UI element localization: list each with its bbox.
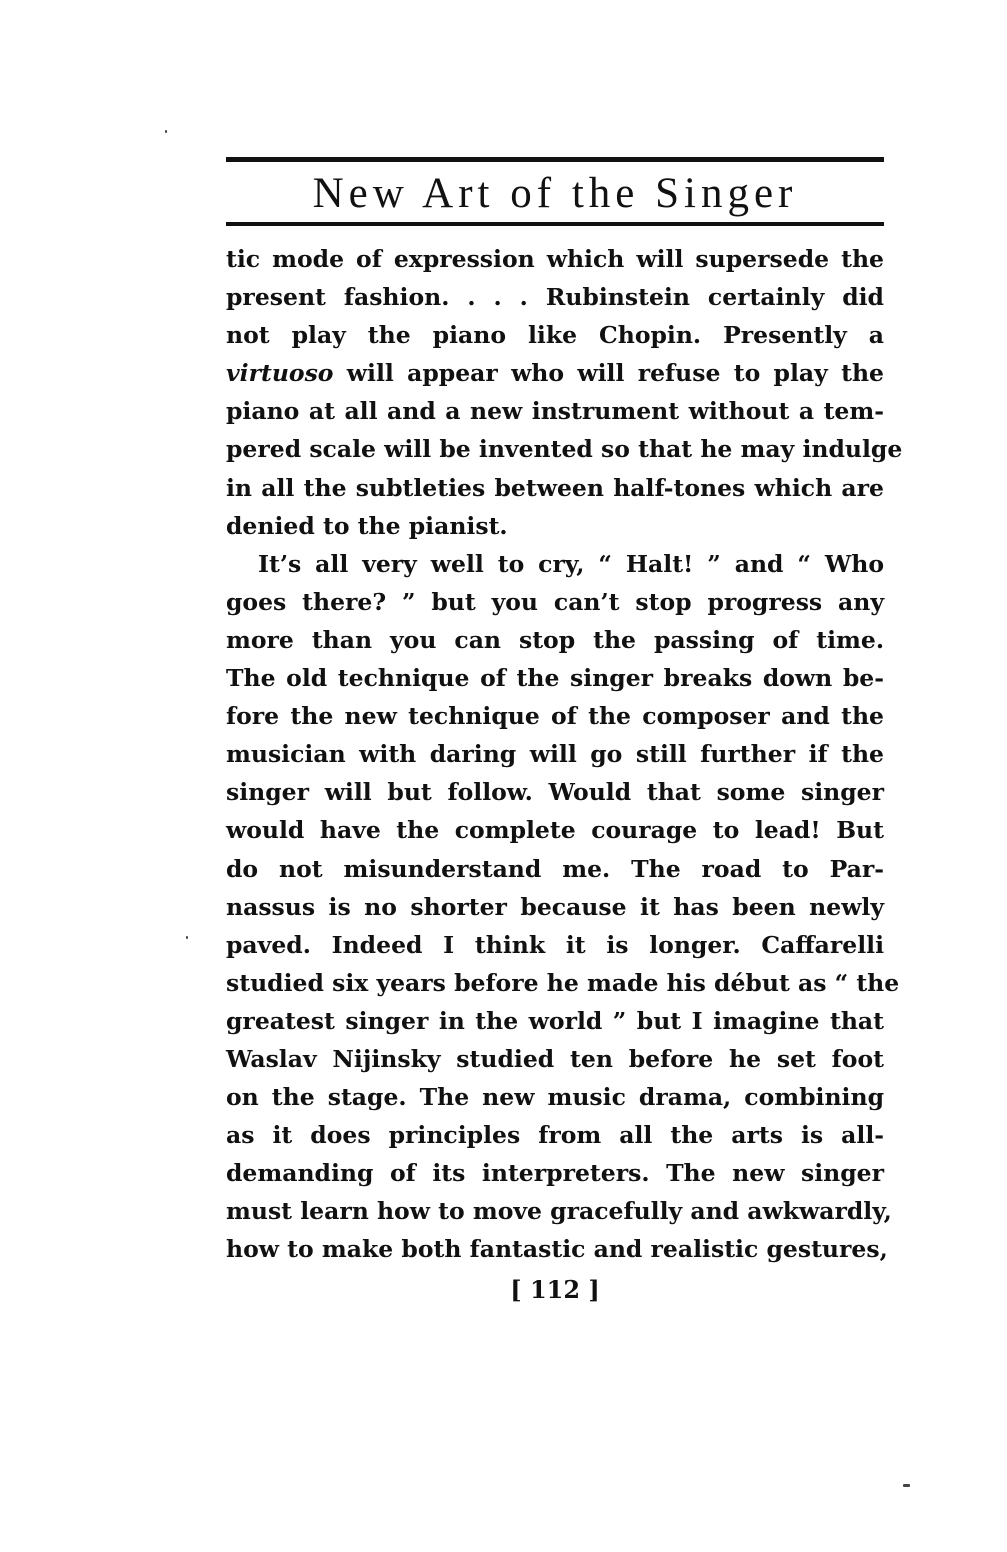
body-text bbox=[226, 240, 903, 1269]
text-line: musician with daring will go still further if the bbox=[226, 740, 884, 769]
text-line: do not misunderstand me. The road to Par- bbox=[226, 854, 884, 883]
text-line: Waslav Nijinsky studied ten before he set foot bbox=[226, 1044, 884, 1073]
text-line: greatest singer in the world ” but I imagine that bbox=[226, 1006, 884, 1035]
text-line: The old technique of the singer breaks down be- bbox=[226, 664, 884, 693]
text-line: on the stage. The new music drama, combining bbox=[226, 1083, 884, 1112]
text-line: not play the piano like Chopin. Presently a bbox=[226, 321, 884, 350]
text-line-rest: will appear who will refuse to play the bbox=[333, 359, 884, 388]
text-line: fore the new technique of the composer and the bbox=[226, 702, 884, 731]
text-line: pered scale will be invented so that he may indulge bbox=[226, 435, 903, 464]
text-line: It’s all very well to cry, “ Halt! ” and “ Who bbox=[258, 549, 884, 578]
header-rule-bottom bbox=[226, 222, 884, 226]
scan-speck bbox=[165, 130, 167, 133]
text-line: goes there? ” but you can’t stop progress any bbox=[226, 587, 884, 616]
text-line bbox=[226, 354, 884, 392]
text-line: piano at all and a new instrument without a tem- bbox=[226, 397, 884, 426]
text-line: tic mode of expression which will supersede the bbox=[226, 245, 884, 273]
text-line: nassus is no shorter because it has been newly bbox=[226, 892, 884, 921]
text-line: demanding of its interpreters. The new singer bbox=[226, 1159, 884, 1188]
text-line: would have the complete courage to lead! But bbox=[226, 816, 884, 845]
text-line: studied six years before he made his début as “ the bbox=[226, 968, 900, 997]
text-line: present fashion. . . . Rubinstein certainly did bbox=[226, 283, 884, 312]
italic-term: virtuoso bbox=[226, 359, 334, 388]
text-line: denied to the pianist. bbox=[226, 511, 508, 540]
scan-speck bbox=[903, 1484, 910, 1487]
header-rule-top bbox=[226, 157, 884, 162]
text-line: how to make both fantastic and realistic gestures, bbox=[226, 1235, 888, 1264]
text-line: must learn how to move gracefully and awkwardly, bbox=[226, 1197, 892, 1226]
text-line: paved. Indeed I think it is longer. Caffarelli bbox=[226, 930, 884, 959]
scan-speck bbox=[186, 936, 188, 939]
text-line: more than you can stop the passing of time. bbox=[226, 625, 884, 654]
running-head: New Art of the Singer bbox=[312, 170, 798, 217]
text-line: singer will but follow. Would that some singer bbox=[226, 778, 884, 807]
text-line: as it does principles from all the arts is all- bbox=[226, 1121, 884, 1150]
text-line: in all the subtleties between half-tones which are bbox=[226, 473, 884, 502]
page-number: [ 112 ] bbox=[510, 1275, 600, 1304]
